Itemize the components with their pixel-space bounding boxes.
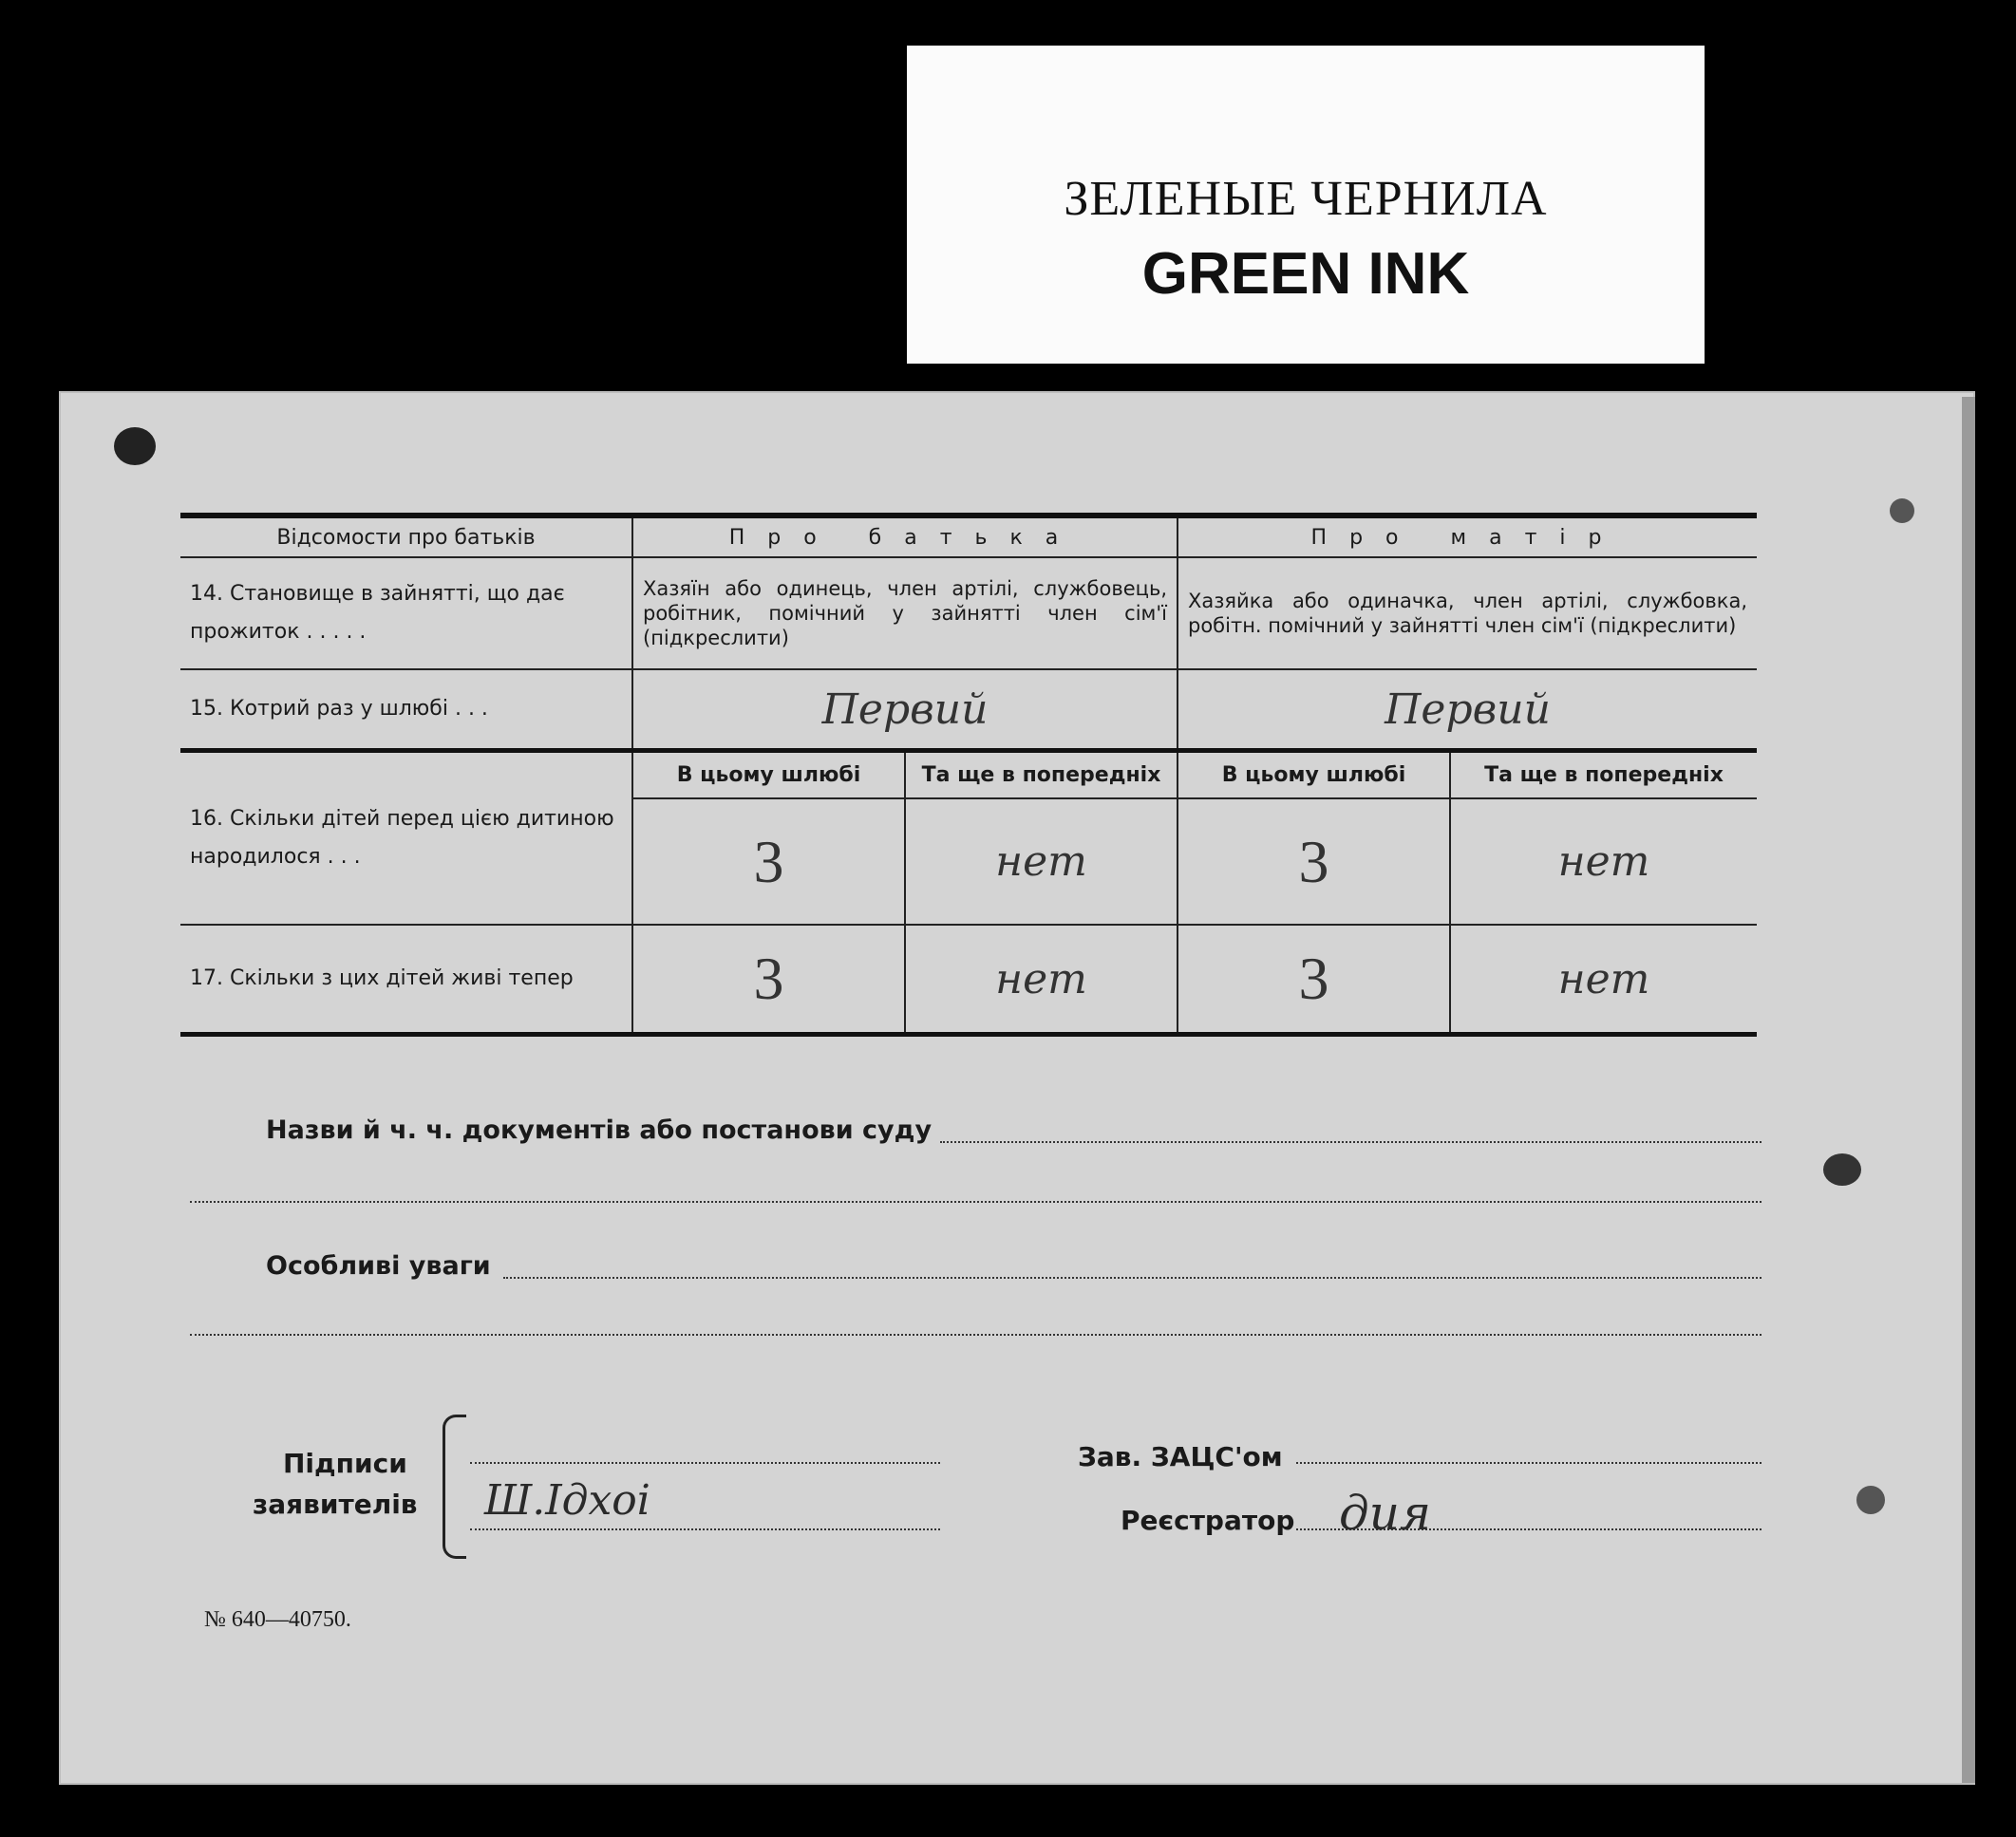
punch-hole-icon [1890, 498, 1914, 523]
registrar-signature: дия [1339, 1486, 1431, 1541]
row16-label: 16. Скільки дітей перед цією дитиною народилося . . . [180, 751, 632, 926]
row15-label: 15. Котрий раз у шлюбі . . . [180, 669, 632, 751]
row16-mother-this: 3 [1178, 798, 1450, 925]
punch-hole-icon [114, 427, 156, 465]
documents-line-2 [190, 1201, 1762, 1203]
applicants-label-1: Підписи [283, 1448, 407, 1479]
signature-brace [443, 1415, 466, 1559]
row15-mother-value: Первий [1178, 669, 1757, 751]
row14-mother-options: Хазяйка або одиначка, член артілі, службовка, робітн. помічний у зайнятті член сім'ї (підкреслити) [1178, 557, 1757, 669]
note-russian-text: ЗЕЛЕНЫЕ ЧЕРНИЛА [1064, 172, 1548, 226]
subheader-mother-this-marriage: В цьому шлюбі [1178, 751, 1450, 799]
parents-info-table [180, 513, 1757, 1037]
applicants-label-2: заявителів [253, 1489, 418, 1520]
header-col-mother: Про матір [1178, 515, 1757, 557]
documents-line [940, 1141, 1762, 1143]
remarks-label: Особливі уваги [266, 1251, 491, 1281]
paper-edge [1962, 397, 1975, 1783]
row17-mother-this: 3 [1178, 925, 1450, 1035]
form-number: № 640—40750. [204, 1607, 351, 1632]
head-label: Зав. ЗАЦС'ом [1078, 1441, 1283, 1472]
row17-label: 17. Скільки з цих дітей живі тепер [180, 925, 632, 1035]
punch-hole-icon [1856, 1486, 1885, 1514]
row16-father-this: 3 [632, 798, 905, 925]
remarks-line-2 [190, 1334, 1762, 1336]
form-content [180, 513, 1757, 1037]
row14-father-options: Хазяїн або одинець, член артілі, службовець, робітник, помічний у зайнятті член сім'ї (підкреслити) [632, 557, 1178, 669]
note-english-text: GREEN INK [1141, 241, 1470, 307]
applicant-signature-line-1 [470, 1462, 940, 1464]
subheader-mother-previous: Та ще в попередніх [1450, 751, 1757, 799]
documents-label: Назви й ч. ч. документів або постанови суду [266, 1115, 933, 1145]
row17-father-prev: нет [905, 925, 1178, 1035]
row16-mother-prev: нет [1450, 798, 1757, 925]
applicant-signature: Ш.Ідхоі [484, 1476, 650, 1525]
row16-father-prev: нет [905, 798, 1178, 925]
subheader-father-this-marriage: В цьому шлюбі [632, 751, 905, 799]
row17-mother-prev: нет [1450, 925, 1757, 1035]
punch-hole-icon [1823, 1153, 1861, 1186]
subheader-father-previous: Та ще в попередніх [905, 751, 1178, 799]
header-col-father: Про батька [632, 515, 1178, 557]
row17-father-this: 3 [632, 925, 905, 1035]
header-col-info: Відсомости про батьків [180, 515, 632, 557]
head-signature-line [1296, 1462, 1762, 1464]
row14-label: 14. Становище в зайнятті, що дає прожиток . . . . . [180, 557, 632, 669]
row15-father-value: Первий [632, 669, 1178, 751]
applicant-signature-line-2 [470, 1528, 940, 1530]
green-ink-note-card [907, 46, 1705, 364]
registrar-label: Реєстратор [1121, 1505, 1295, 1536]
remarks-line [503, 1277, 1762, 1279]
